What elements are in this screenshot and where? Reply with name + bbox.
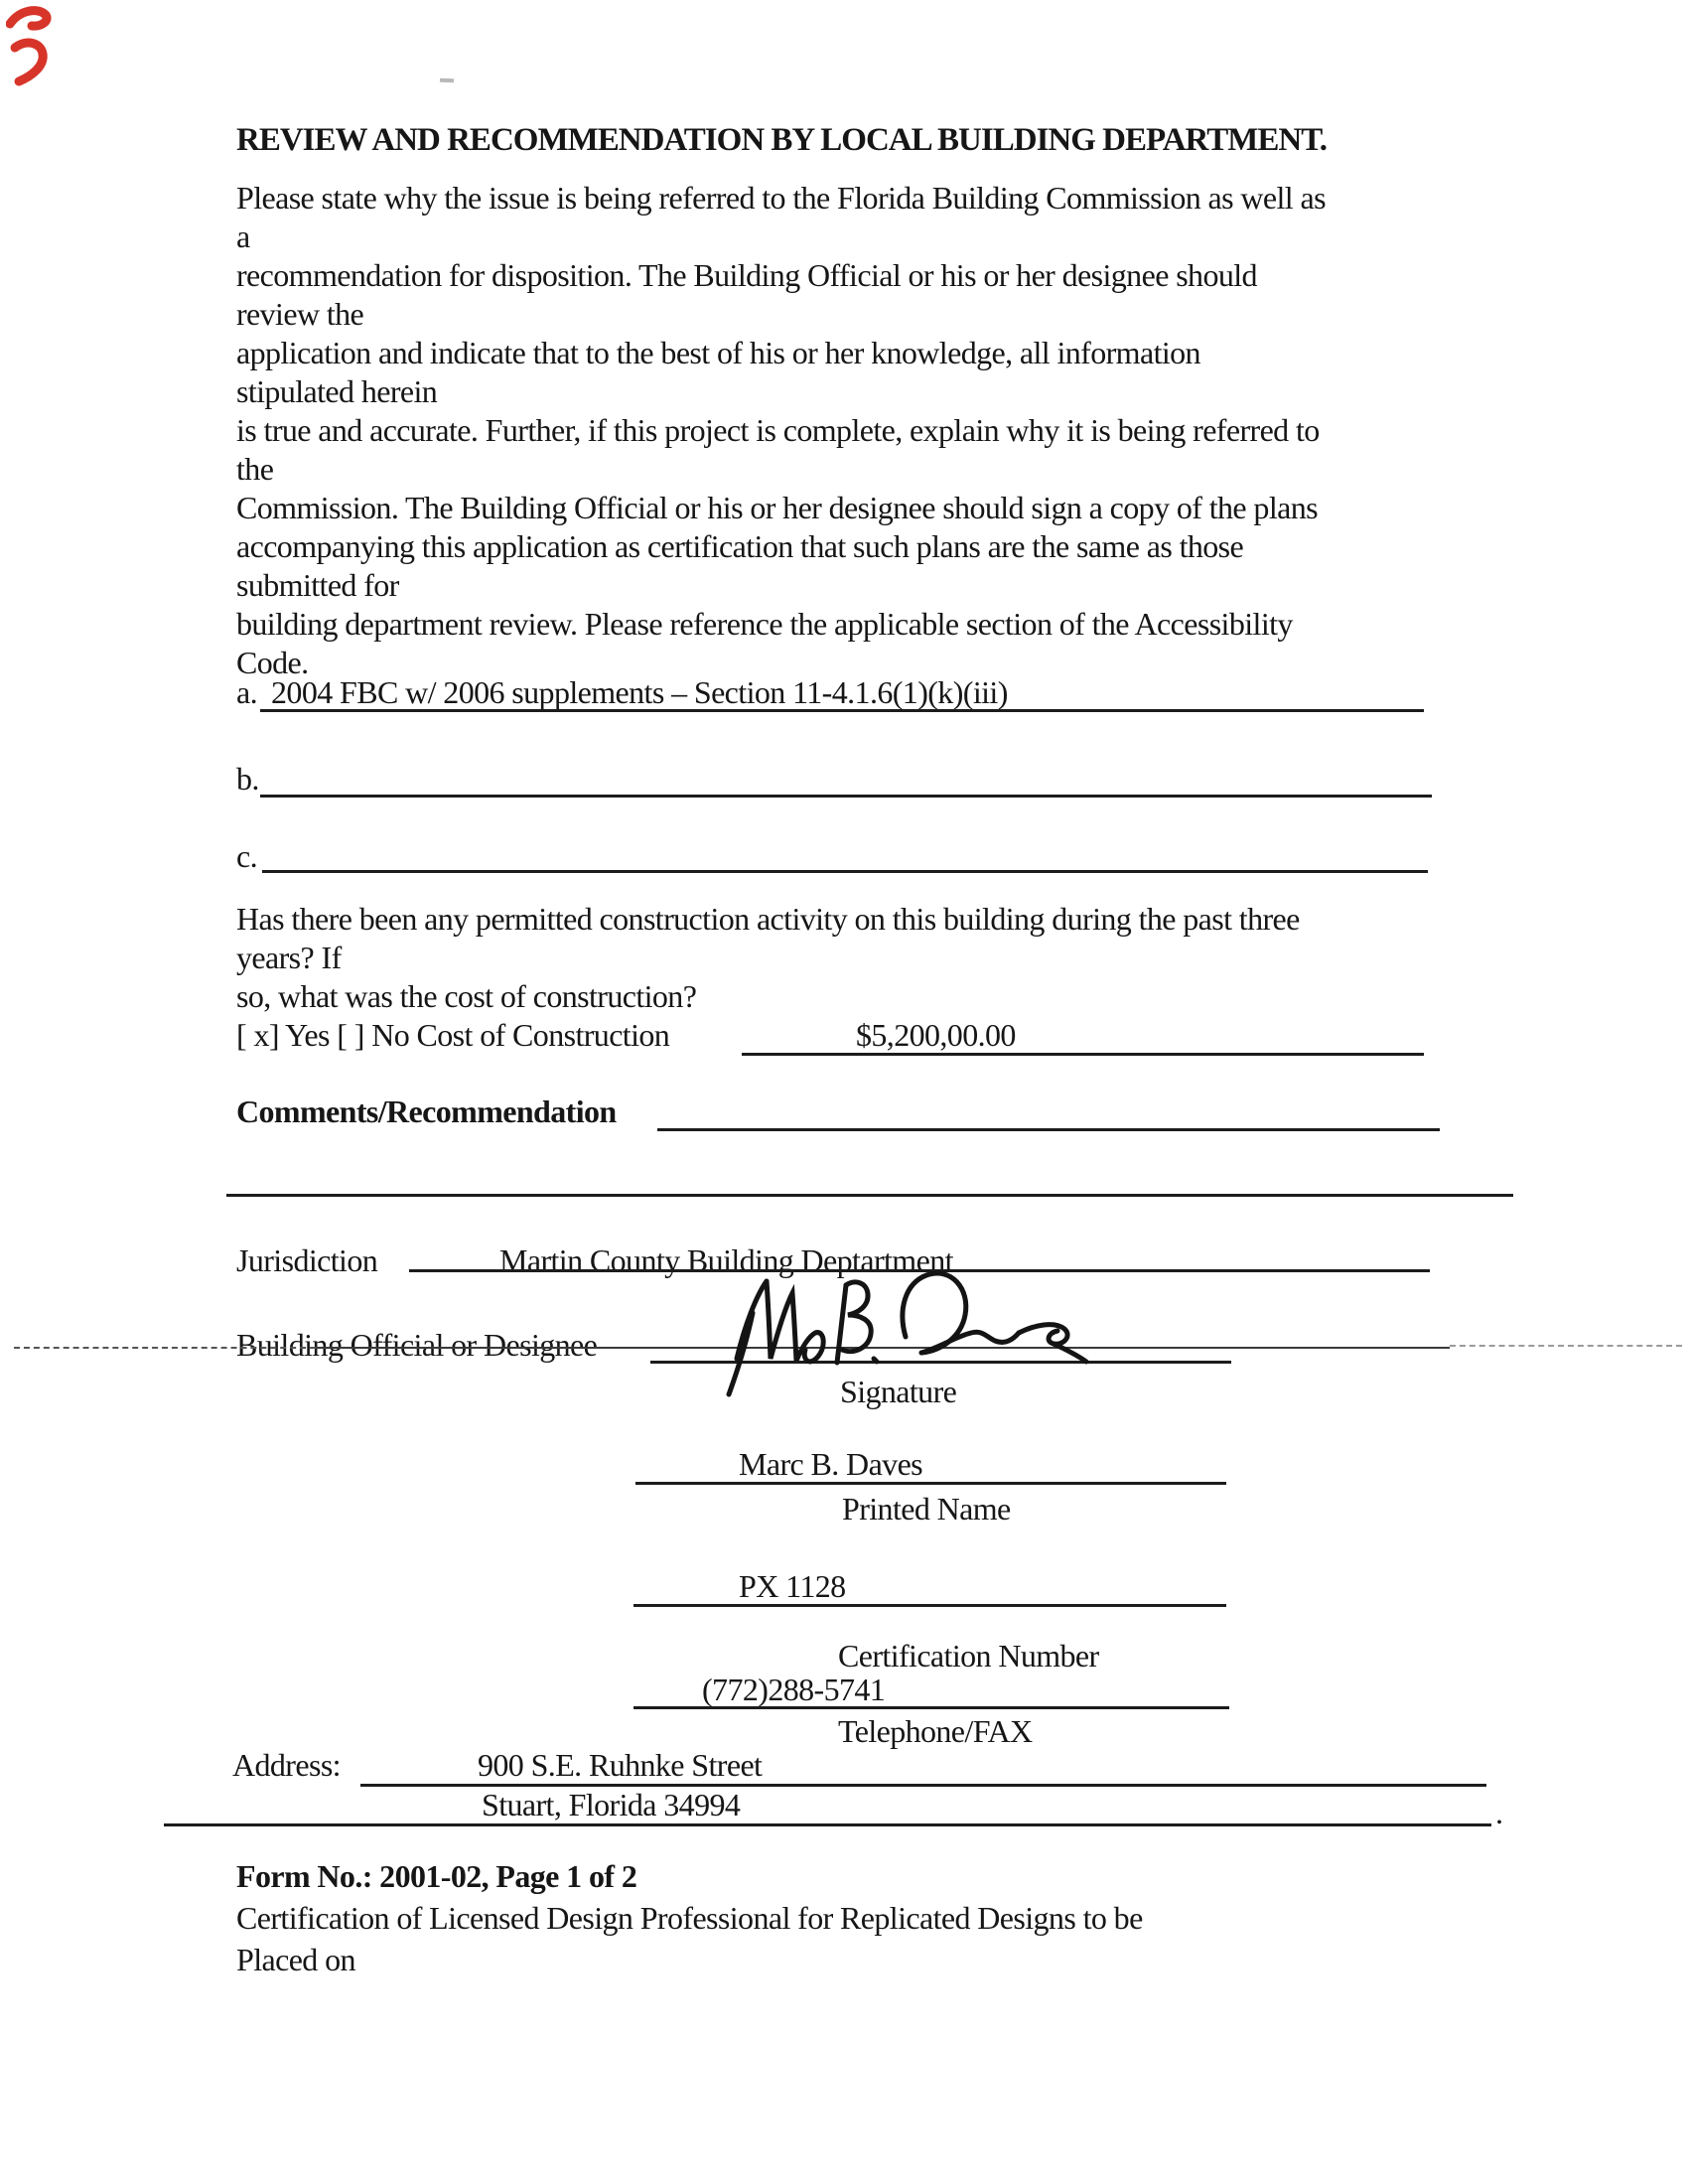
printed-name-field-line xyxy=(635,1482,1226,1485)
intro-line: recommendation for disposition. The Building Official or his or her designee should xyxy=(236,257,1257,293)
comments-label: Comments/Recommendation xyxy=(236,1093,617,1129)
printed-name-value: Marc B. Daves xyxy=(739,1446,923,1482)
certification-number-value: PX 1128 xyxy=(739,1568,846,1604)
footer-form-number: Form No.: 2001-02, Page 1 of 2 xyxy=(236,1858,637,1894)
telephone-value: (772)288-5741 xyxy=(702,1672,886,1707)
jurisdiction-value: Martin County Building Deptartment xyxy=(499,1242,953,1278)
item-a-value: 2004 FBC w/ 2006 supplements – Section 11-4.1.6(1)(k)(iii) xyxy=(271,674,1008,710)
intro-line: is true and accurate. Further, if this project is complete, explain why it is being referred to xyxy=(236,412,1320,448)
item-c-label: c. xyxy=(236,838,258,874)
address-line2-value: Stuart, Florida 34994 xyxy=(482,1787,741,1822)
scan-artifact-dash xyxy=(440,78,454,82)
jurisdiction-label: Jurisdiction xyxy=(236,1242,378,1278)
page-fold-line-left xyxy=(14,1347,316,1349)
address-label: Address: xyxy=(232,1747,341,1783)
intro-paragraph xyxy=(236,179,1326,682)
address-line1-value: 900 S.E. Ruhnke Street xyxy=(478,1747,763,1783)
item-a-label: a. xyxy=(236,674,258,710)
intro-line: Code. xyxy=(236,645,309,680)
signature-caption: Signature xyxy=(840,1374,957,1409)
question-line: Has there been any permitted construction activity on this building during the past three xyxy=(236,901,1300,937)
intro-line: accompanying this application as certification that such plans are the same as those xyxy=(236,528,1244,564)
certification-number-caption: Certification Number xyxy=(838,1638,1099,1674)
footer-certification-line: Placed on xyxy=(236,1942,355,1977)
printed-name-caption: Printed Name xyxy=(842,1491,1011,1527)
intro-line: submitted for xyxy=(236,567,399,603)
intro-line: review the xyxy=(236,296,364,332)
cost-field-line xyxy=(742,1053,1424,1056)
c-field-line xyxy=(262,870,1428,873)
a-field-line xyxy=(260,709,1424,712)
intro-line: Please state why the issue is being referred to the Florida Building Commission as well as xyxy=(236,180,1326,216)
intro-line: application and indicate that to the best of his or her knowledge, all information xyxy=(236,335,1200,370)
item-a-row xyxy=(236,673,1008,712)
certification-field-line xyxy=(633,1604,1226,1607)
building-official-label: Building Official or Designee xyxy=(236,1327,598,1363)
intro-line: building department review. Please reference the applicable section of the Accessibility xyxy=(236,606,1293,642)
page-title: REVIEW AND RECOMMENDATION BY LOCAL BUILDING DEPARTMENT. xyxy=(236,122,1328,158)
question-line: so, what was the cost of construction? xyxy=(236,978,697,1014)
intro-line: a xyxy=(236,218,250,254)
item-b-label: b. xyxy=(236,761,259,797)
b-field-line xyxy=(260,795,1432,798)
address-field-line-2 xyxy=(164,1823,1491,1826)
yes-no-checkbox-line: [ x] Yes [ ] No Cost of Construction xyxy=(236,1017,670,1053)
page-fold-line-right xyxy=(1450,1345,1682,1347)
footer-certification-line: Certification of Licensed Design Professional for Replicated Designs to be xyxy=(236,1900,1143,1936)
telephone-fax-caption: Telephone/FAX xyxy=(838,1713,1033,1749)
question-line: years? If xyxy=(236,940,342,975)
comments-blank-line xyxy=(226,1194,1513,1197)
address-trailing-period: . xyxy=(1495,1795,1503,1830)
intro-line: stipulated herein xyxy=(236,373,438,409)
intro-line: the xyxy=(236,451,274,487)
red-ink-mark-icon xyxy=(6,2,58,89)
cost-amount-value: $5,200,00.00 xyxy=(856,1017,1016,1053)
telephone-field-line xyxy=(633,1706,1229,1709)
intro-line: Commission. The Building Official or his or her designee should sign a copy of the plans xyxy=(236,490,1318,525)
comments-field-line xyxy=(657,1128,1440,1131)
